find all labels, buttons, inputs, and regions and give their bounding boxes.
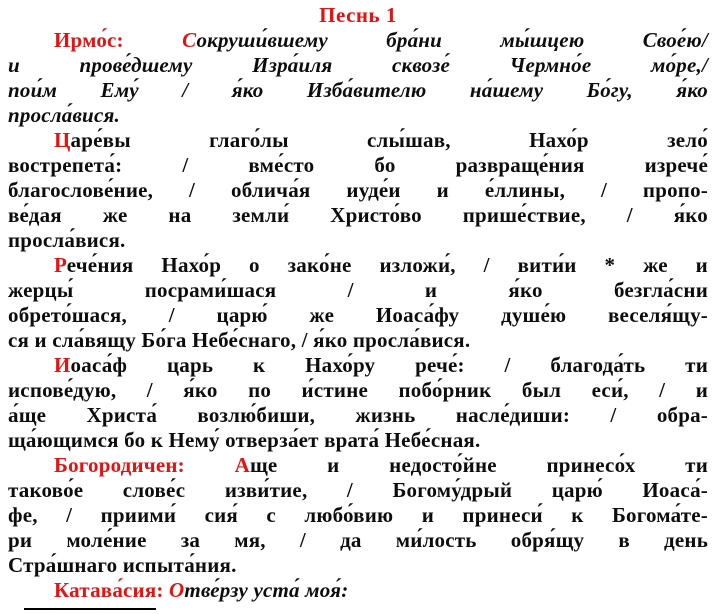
initial-letter: А: [234, 453, 250, 477]
hymn-text: [8, 28, 708, 603]
text-line: [8, 203, 708, 228]
text-segment: окруши́вшему бра́ни мы́шцею Свое́ю/: [196, 28, 708, 52]
text-line: [8, 253, 708, 278]
text-line: [8, 103, 708, 128]
page-title: Песнь 1: [319, 3, 397, 27]
initial-letter: С: [182, 28, 197, 52]
footnote-rule: [24, 608, 156, 610]
text-line: [8, 578, 708, 603]
text-line: [8, 153, 708, 178]
text-segment: аре́вы глаго́лы слы́шав, Нахо́р зело́: [70, 128, 708, 152]
katavasia-label: Катава́сия:: [54, 578, 170, 602]
text-line: [8, 278, 708, 303]
text-segment: вострепета́: / вме́сто бо развраще́ния изрече́: [8, 153, 708, 177]
text-line: [8, 478, 708, 503]
hymn-paragraph-katavasia: [8, 578, 708, 603]
hymn-paragraph-troparion-2: [8, 253, 708, 353]
text-segment: просла́вися.: [8, 228, 126, 252]
text-segment: обрето́шася, / царю́ же Иоаса́фу душе́ю веселя́щу-: [8, 303, 708, 327]
text-segment: фе, / приими́ сия́ с любо́вию и принеси́ к Богома́те-: [8, 503, 708, 527]
text-segment: ри моле́ние за мя, / да ми́лость обря́щу в день: [8, 528, 708, 552]
initial-letter: О: [169, 578, 185, 602]
text-segment: ече́ния Нахо́р о зако́не изложи́, / вити́и * же и: [66, 253, 708, 277]
irmos-label: Ирмо́с:: [54, 28, 183, 52]
text-segment: а́ще Христа́ возлю́биши, жизнь насле́диши: / обра-: [8, 403, 708, 427]
hymn-paragraph-bogorodichen: [8, 453, 708, 578]
text-segment: благослове́ние, / облича́я иуде́и и е́ллины, / пропо-: [8, 178, 708, 202]
text-segment: просла́вися.: [8, 103, 120, 127]
text-segment: оаса́ф царь к Нахо́ру рече́: / благода́ть ти: [70, 353, 708, 377]
text-segment: и прове́дшему Изра́иля сквозе́ Чермно́е мо́ре,/: [8, 53, 708, 77]
text-segment: ся и сла́вящу Бо́га Небе́снаго, / я́ко просла́вися.: [8, 328, 471, 352]
text-line: [8, 378, 708, 403]
initial-letter: Ц: [54, 128, 71, 152]
text-line: [8, 453, 708, 478]
initial-letter: Р: [54, 253, 67, 277]
text-line: [8, 528, 708, 553]
text-line: [8, 78, 708, 103]
text-line: [8, 128, 708, 153]
text-line: [8, 28, 708, 53]
text-segment: жерцы́ посрами́шася / и я́ко безгла́сни: [8, 278, 708, 302]
hymn-paragraph-irmos: [8, 28, 708, 128]
text-line: [8, 328, 708, 353]
text-segment: таково́е слове́с изви́тие, / Богому́дрый царю́ Иоаса́-: [8, 478, 708, 502]
text-segment: тве́рзу уста́ моя́:: [184, 578, 349, 602]
text-segment: Стра́шнаго испыта́ния.: [8, 553, 237, 577]
text-segment: ве́дая же на земли́ Христо́во прише́ствие, / я́ко: [8, 203, 708, 227]
text-line: [8, 403, 708, 428]
text-line: [8, 53, 708, 78]
text-segment: испове́дую, / я́ко по и́стине побо́рник был еси́, / и: [8, 378, 708, 402]
hymn-paragraph-troparion-1: [8, 128, 708, 253]
text-segment: ща́ющимся бо к Нему́ отверза́ет врата́ Небе́сная.: [8, 428, 481, 452]
text-segment: ще и недосто́йне принесо́х ти: [249, 453, 708, 477]
hymn-paragraph-troparion-3: [8, 353, 708, 453]
text-segment: пои́м Ему́ / я́ко Изба́вителю на́шему Бо́гу, я́ко: [8, 78, 708, 102]
text-line: [8, 428, 708, 453]
text-line: [8, 228, 708, 253]
text-line: [8, 553, 708, 578]
text-line: [8, 503, 708, 528]
bogorodichen-label: Богородичен:: [54, 453, 235, 477]
text-line: [8, 178, 708, 203]
initial-letter: И: [54, 353, 71, 377]
text-line: [8, 353, 708, 378]
text-line: [8, 303, 708, 328]
